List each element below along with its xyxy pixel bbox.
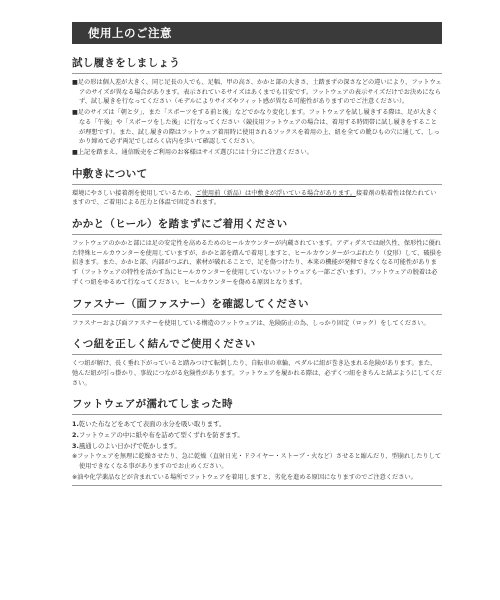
heel-paragraph: フットウェアのかかと部には足の安定性を高めるためのヒールカウンターが内蔵されています。アディダスでは耐久性、保形性に優れた特殊ヒールカウンターを使用していますが、かかと部を踏んで着用しますと、ヒールカウンターがつぶれたり（変形）して、破損を招きます。また、かかと部、内部がつぶれ、素材が破れることで、足を傷つけたり、本来の機能が発揮できなくなる可能性があります（フットウェアの特性を活かす為にヒールカウンターを使用していないフットウェアも一部ございます）。フットウェアの脱着は必ずくつ紐をゆるめて行なってください。ヒールカウンターを傷める原因となります。 (72, 240, 442, 286)
section-fitting (72, 50, 442, 158)
fitting-paragraph-1: ■足の形は個人差が大きく、同じ足長の人でも、足幅、甲の高さ、かかと部の大きさ、土踏まずの深さなどの違いにより、フットウェアのサイズが異なる場合があります。表示されているサイズはあくまでも目安です。フットウェアの表示サイズだけでお決めにならず、試し履きを行なってください（モデルによりサイズやフィット感が異なる可能性がありますのでご注意ください）。 (72, 79, 442, 106)
section-insole (72, 161, 442, 208)
section-heel (72, 211, 442, 288)
fitting-paragraph-2: ■足のサイズは「朝と夕」、また「スポーツをする前と後」などでかなり変化します。フットウェアを試し履きする際は、足が大きくなる「午後」や「スポーツをした後」に行なってください（競技用フットウェアの場合は、着用する時間帯に試し履きをすることが理想です）。また、試し履きの際はフットウェア着用時に使用されるソックスを着用の上、紐を全ての靴ひもの穴に通して、しっかり締めて必ず両足でしばらく店内を歩いて確認してください。 (72, 109, 440, 146)
content (72, 50, 442, 489)
insole-paragraph (72, 189, 442, 208)
header-title: 使用上のご注意 (72, 22, 442, 44)
insole-text-after: 接着剤の粘着性は保たれていますので、ご着用による圧力と体温で固定されます。 (72, 189, 437, 207)
step-text: 乾いた布などをあてて表面の水分を吸い取ります。 (78, 420, 226, 429)
step-text: フットウェアの中に紙や布を詰めて型くずれを防ぎます。 (78, 431, 244, 440)
list-item (72, 441, 442, 452)
section-title-insole: 中敷きについて (72, 161, 442, 185)
section-wet (72, 391, 442, 486)
fitting-paragraph-3: ■上記を踏まえ、通信販売をご利用のお客様はサイズ選びには十分にご注意ください。 (72, 148, 313, 156)
section-title-heel: かかと（ヒール）を踏まずにご着用ください (72, 211, 442, 235)
wet-note-1: ※フットウェアを無理に乾燥させたり、急に乾燥（直射日光・ドライヤー・ストーブ・火など）させると縮んだり、型崩れしたりして使用できなくなる事がありますのでお止めください。 (72, 453, 442, 471)
wet-steps-list (72, 419, 442, 452)
list-item (72, 419, 442, 430)
bottom-divider (72, 485, 442, 486)
section-fastener (72, 291, 442, 329)
wet-note-2: ※油や化学薬品などが含まれている場所でフットウェアを着用しますと、劣化を進める原因になりますのでご注意ください。 (72, 473, 417, 481)
step-number: 1. (72, 420, 79, 429)
insole-text-before: 環境にやさしい接着剤を使用しているため、 (72, 189, 196, 197)
section-title-fitting: 試し履きをしましょう (72, 50, 442, 74)
fastener-paragraph: ファスナーおよび面ファスナーを使用している構造のフットウェアは、危険防止の為、しっかり固定（ロック）をしてください。 (72, 319, 430, 327)
step-number: 2. (72, 431, 79, 440)
section-title-laces: くつ紐を正しく結んでご使用ください (72, 331, 442, 355)
step-number: 3. (72, 442, 79, 451)
list-item (72, 430, 442, 441)
section-title-fastener: ファスナー（面ファスナー）を確認してください (72, 291, 442, 315)
section-title-wet: フットウェアが濡れてしまった時 (72, 391, 442, 415)
laces-paragraph: くつ紐が解け、長く垂れ下がっていると踏みつけて転倒したり、自転車の車輪、ペダルに紐が巻き込まれる危険があります。また、弛んだ紐が引っ掛かり、事故につながる危険性があります。フットウェアを履かれる際は、必ずくつ紐をきちんと結ぶようにしてください。 (72, 360, 442, 387)
step-text: 風通しのよい日かげで乾かします。 (78, 442, 181, 451)
insole-text-underlined: ご使用前（新品）は中敷きが浮いている場合があります。 (195, 189, 356, 197)
section-laces (72, 331, 442, 388)
